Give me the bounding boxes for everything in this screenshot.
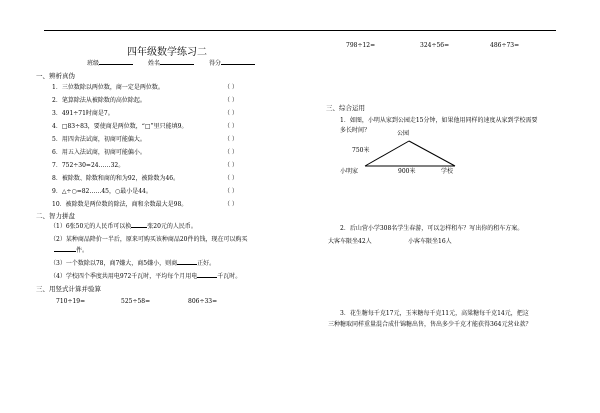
s2-item-1-rest: 张20元的人民币。 xyxy=(147,223,197,230)
class-field xyxy=(87,60,133,68)
s2-item-4-rest: 千瓦时。 xyxy=(217,273,242,280)
s1-paren-1[interactable]: （ ） xyxy=(224,84,238,91)
s3-problem-1: 710÷19= xyxy=(56,298,86,305)
label-park: 公园 xyxy=(397,130,410,137)
name-field xyxy=(148,60,194,68)
s2-item-2: （2）某种商品降价一半后，原来可购买该种商品20件的钱，现在可以购买 xyxy=(50,236,248,243)
s1-item-7: 7．752÷30=24……32。 xyxy=(52,162,125,169)
s1-paren-9[interactable]: （ ） xyxy=(224,188,238,195)
s1-paren-3[interactable]: （ ） xyxy=(224,110,238,117)
page-title: 四年级数学练习二 xyxy=(127,47,207,58)
s1-item-6: 6．用五入法试商，初商可能偏小。 xyxy=(52,149,146,156)
q2-line1: 2．后山营小学308名学生春游，可以怎样租车？写出你的租车方案。 xyxy=(340,225,524,232)
s1-item-8: 8．被除数、除数和商的和为92，被除数为46。 xyxy=(52,175,180,182)
q2-small-bus: 小客车限坐16人 xyxy=(408,238,452,245)
s1-paren-10[interactable]: （ ） xyxy=(224,201,238,208)
right-problem-3: 486÷73= xyxy=(490,42,520,49)
s2-item-3 xyxy=(50,260,215,268)
s1-paren-8[interactable]: （ ） xyxy=(224,175,238,182)
q3-line2: 三种糖取同样重量混合成什锦糖出售，售出多少千克才能获得364元营业款？ xyxy=(328,321,532,328)
section2-title: 二、智力拼盘 xyxy=(36,212,75,220)
q1-line1: 1．如图，小明从家到公园走15分钟，如果他用同样的速度从家到学校需要 xyxy=(340,117,538,124)
s1-item-2: 2．笔算除法从被除数的高位除起。 xyxy=(52,97,146,104)
park-school-line xyxy=(409,141,455,166)
top-rule xyxy=(44,30,556,31)
s2-item-2-cont xyxy=(54,247,88,255)
s2-blank-4[interactable] xyxy=(197,277,217,278)
s2-item-4 xyxy=(50,273,241,281)
s1-item-1: 1．三位数除以两位数，商一定是两位数。 xyxy=(52,84,164,91)
score-field xyxy=(209,60,255,68)
s3-problem-2: 525÷58= xyxy=(121,298,151,305)
right-problem-1: 798÷12= xyxy=(346,42,376,49)
name-label: 姓名 xyxy=(148,60,161,67)
label-school: 学校 xyxy=(441,168,454,175)
s2-item-1 xyxy=(50,223,197,231)
s1-paren-7[interactable]: （ ） xyxy=(224,162,238,169)
label-home: 小明家 xyxy=(340,168,359,175)
s1-paren-2[interactable]: （ ） xyxy=(224,97,238,104)
s2-item-3-rest: 正好。 xyxy=(197,260,216,267)
s2-item-2-rest: 件。 xyxy=(76,247,89,254)
s3-problem-3: 806÷33= xyxy=(188,298,218,305)
home-park-line xyxy=(365,141,409,166)
score-blank[interactable] xyxy=(221,64,255,65)
right-problem-2: 324÷56= xyxy=(420,42,450,49)
s1-item-5: 5．用四舍法试商，初商可能偏大。 xyxy=(52,136,146,143)
label-dist-home-school: 900米 xyxy=(398,168,416,175)
s2-blank-1[interactable] xyxy=(131,227,147,228)
s2-item-1-text: （1）6张50元的人民币可以换 xyxy=(50,223,132,230)
q3-line1: 3．花生糖每千克17元，玉米糖每千克11元，高粱糖每千克14元，把这 xyxy=(340,310,529,317)
section3-title: 三、用竖式计算并验算 xyxy=(36,285,101,293)
q1-line2: 多长时间？ xyxy=(340,127,371,134)
section4-title: 三、综合运用 xyxy=(326,104,365,112)
s1-item-3: 3．491÷71时商是7。 xyxy=(52,110,114,117)
section1-title: 一、辨析真伪 xyxy=(36,72,75,80)
s1-item-10: 10．被除数是两位数的除法，商和余数最大是98。 xyxy=(52,201,188,208)
class-blank[interactable] xyxy=(99,64,133,65)
s1-paren-4[interactable]: （ ） xyxy=(224,123,238,130)
s2-item-3-text: （3）一个数除以78，商7嫌大，商5嫌小，则商 xyxy=(50,260,178,267)
s1-item-4: 4．□83÷83，要使商是两位数，“□”里只能填9。 xyxy=(52,123,188,130)
q2-big-bus: 大客车限坐42人 xyxy=(328,238,372,245)
s2-item-4-text: （4）学校四个季度共用电972千瓦时，平均每个月用电 xyxy=(50,273,198,280)
s2-blank-2[interactable] xyxy=(54,251,76,252)
name-blank[interactable] xyxy=(160,64,194,65)
score-label: 得分 xyxy=(209,60,222,67)
s1-paren-6[interactable]: （ ） xyxy=(224,149,238,156)
class-label: 班级 xyxy=(87,60,100,67)
s1-paren-5[interactable]: （ ） xyxy=(224,136,238,143)
s2-blank-3[interactable] xyxy=(177,264,197,265)
label-dist-home-park: 750米 xyxy=(352,147,370,154)
s1-item-9: 9．△÷○=82……45，○最小是44。 xyxy=(52,188,152,195)
